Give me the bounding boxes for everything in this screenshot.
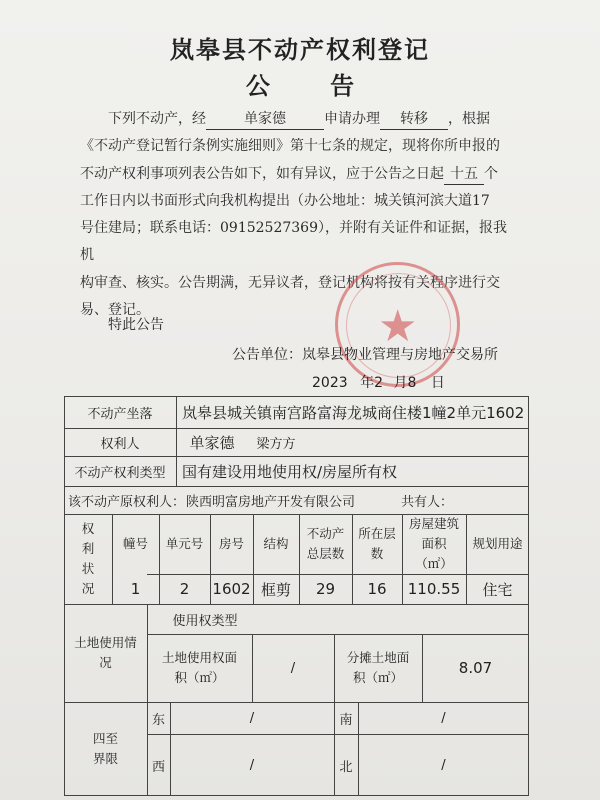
east-value: /	[249, 710, 255, 726]
applicant-name: 单家德	[206, 109, 324, 130]
orig-owner-label: 该不动产原权利人：	[68, 494, 186, 510]
use-type-label: 使用权类型	[172, 613, 238, 629]
status-value-cell: 1	[130, 580, 141, 598]
west-value: /	[249, 757, 255, 773]
status-value-cell: 框剪	[260, 580, 291, 599]
owner-label: 权利人	[100, 436, 140, 452]
land-area-label: 土地使用权面积（㎡）	[161, 650, 237, 685]
closing-phrase: 特此公告	[108, 317, 164, 333]
south-value: /	[441, 710, 446, 726]
body-line-3: 不动产权利事项列表公告如下，如有异议，应于公告之日起 十五 个	[80, 161, 520, 188]
shared-area-value: 8.07	[458, 659, 493, 677]
co-owner-label: 共有人：	[400, 494, 453, 510]
notice-subtitle: 公 告	[245, 72, 381, 100]
issuing-unit: 公告单位：岚皋县物业管理与房地产交易所	[232, 347, 498, 363]
status-header-cell: 不动产总层数	[306, 526, 345, 561]
notice-date: 2023 年2 月8 日	[312, 375, 445, 391]
location-label: 不动产坐落	[87, 406, 153, 422]
status-value-cell: 16	[367, 580, 387, 598]
land-use-label: 土地使用情况	[74, 635, 137, 670]
status-header-cell: 幢号	[122, 536, 148, 551]
boundary-label: 四至界限	[92, 731, 118, 766]
owner-name-2: 梁方方	[256, 436, 296, 452]
status-value-cell: 1602	[212, 580, 251, 598]
status-value-cell: 110.55	[407, 580, 461, 598]
official-seal	[335, 262, 460, 387]
action-type: 转移	[380, 109, 448, 130]
status-header-cell: 房号	[218, 536, 244, 551]
right-type-value: 国有建设用地使用权/房屋所有权	[182, 462, 398, 481]
east-label: 东	[151, 712, 165, 728]
status-value-cell: 住宅	[482, 580, 513, 599]
seal-star-icon: ★	[378, 301, 418, 352]
body-line-7: 易、登记。	[80, 302, 150, 319]
status-header-cell: 规划用途	[472, 536, 523, 551]
notice-body	[80, 106, 520, 324]
south-label: 南	[339, 712, 353, 728]
west-label: 西	[151, 759, 165, 775]
body-line-4: 工作日内以书面形式向我机构提出（办公地址：城关镇河滨大道17	[80, 192, 490, 209]
body-line-6: 构审查、核实。公告期满，无异议者，登记机构将按有关程序进行交	[80, 274, 500, 291]
status-label: 权利状况	[81, 521, 95, 596]
status-value-cell: 29	[315, 580, 336, 598]
body-line-5: 号住建局；联系电话：09152527369），并附有关证件和证据，报我机	[80, 220, 507, 264]
status-header-cell: 结构	[263, 536, 289, 551]
owner-name-1: 单家德	[189, 433, 235, 452]
land-area-value: /	[290, 660, 296, 676]
orig-owner-value: 陕西明富房地产开发有限公司	[186, 494, 356, 510]
status-header-cell: 单元号	[165, 536, 204, 551]
north-value: /	[441, 757, 446, 773]
north-label: 北	[339, 759, 353, 775]
location-value: 岚皋县城关镇南宫路富海龙城商住楼1幢2单元1602	[182, 403, 525, 422]
right-type-label: 不动产权利类型	[74, 465, 166, 481]
notice-title: 岚皋县不动产权利登记	[170, 36, 430, 64]
status-header-cell: 所在层数	[358, 526, 396, 561]
shared-area-label: 分摊土地面积（㎡）	[346, 650, 410, 685]
body-line-1: 下列不动产，经 单家德 申请办理 转移 ，根据	[80, 106, 520, 133]
status-header-cell: 房屋建筑面积（㎡）	[408, 516, 459, 571]
status-value-cell: 2	[179, 580, 190, 598]
objection-days: 十五	[444, 164, 484, 185]
body-line-2: 《不动产登记暂行条例实施细则》第十七条的规定，现将你所申报的	[80, 138, 500, 155]
